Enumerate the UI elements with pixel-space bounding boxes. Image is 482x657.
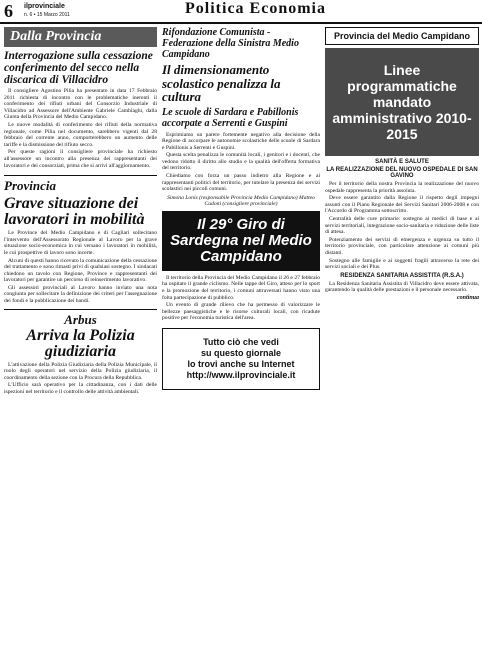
- paragraph: Per il territorio della nostra Provincia la realizzazione del nuovo ospedale rappresenta la priorità assoluta.: [325, 181, 479, 194]
- article-body: [325, 281, 479, 294]
- paragraph: Le Province del Medio Campidano e di Cagliari sollecitano l'intervento dell'Assessorato Regionale al Lavoro per la grave situazione socio-economica in cui versano i lavoratori in mobilità, le cui prospettive di lavoro sono incerte.: [4, 230, 157, 256]
- subheading: RESIDENZA SANITARIA ASSISTITA (R.S.A.): [340, 272, 464, 279]
- paragraph: Gli assessori provinciali al Lavoro hanno inviato una nota congiunta per sollecitare la definizione dei criteri per l'assegnazione dei fondi e la pubblicazione dei bandi.: [4, 284, 157, 305]
- box-title: Dalla Provincia: [4, 27, 157, 47]
- signature: Simona Lonis (responsabile Provincia Medio Campidano) Matteo Cadoni (consigliere provinciale): [167, 194, 315, 207]
- paragraph: Alcuni di questi hanno ricevuto la comunicazione della cessazione del trattamento e sono rimasti privi di qualsiasi sostegno. I sindacati chiedono un tavolo con Regione, Province e rappresentanti dei lavoratori per garantire un percorso di reinserimento lavorativo.: [4, 257, 157, 284]
- kicker: Arbus: [64, 311, 97, 327]
- page-header: [0, 0, 482, 22]
- paragraph: L'attivazione della Polizia Giudiziaria della Polizia Municipale, il ruolo degli operatori nel servizio della Polizia giudiziaria, il coordinamento della sezione con la Procura della Repubblica.: [4, 361, 157, 381]
- kicker: Provincia: [4, 175, 157, 194]
- publication-logo: ilprovinciale: [24, 3, 65, 10]
- article-body: [4, 88, 157, 169]
- paragraph: Questa scelta penalizza le comunità locali, i genitori e i docenti, che vedono ridotto il diritto allo studio e la qualità dell'offerta formativa del territorio.: [162, 152, 320, 172]
- article-body: [325, 181, 479, 271]
- paragraph: Le nuove modalità di conferimento dei rifiuti della normativa regionale, come Pilia nel documento, sarebbero vigenti dal 28 febbraio del corrente anno, comporterebbero un aumento delle tariffe e la dismissione del rifiuto secco.: [4, 121, 157, 148]
- continua-label: continua: [456, 294, 479, 301]
- subheading: LA REALIZZAZIONE DEL NUOVO OSPEDALE DI SAN GAVINO: [326, 167, 478, 179]
- box-title: Linee programmatiche mandato amministrativo 2010-2015: [325, 48, 479, 156]
- page-number: 6: [4, 1, 13, 21]
- article-headline: Arriva la Polizia giudiziaria: [26, 326, 135, 360]
- article-headline: Interrogazione sulla cessazione conferimento del secco nella discarica di Villacidro: [4, 50, 153, 86]
- article-body: [4, 362, 157, 396]
- paragraph: Potenziamento dei servizi di emergenza e urgenza su tutto il territorio provinciale, con particolare attenzione ai comuni più distanti.: [325, 236, 479, 256]
- divider: [4, 309, 157, 310]
- column-right: [325, 27, 479, 655]
- paragraph: Il consigliere Agostino Pilia ha presentato in data 17 Febbraio 2011 richiesta di incontro con le problematiche inerenti il conferimento dei rifiuti urbani del Consorzio Industriale di Villacidro ad Assessore dell'Ambiente Gabriele Cambiaghi, dalla Giunta della Provincia del Medio Campidano.: [4, 88, 157, 121]
- paragraph: Esprimiamo un parere fortemente negativo alla decisione della Regione di accorpare le autonomie scolastiche delle scuole di Sardara e Pabillonis a Serrenti e Guspini.: [162, 131, 320, 151]
- article-subhead: Le scuole di Sardara e Pabillonis accorpate a Serrenti e Guspini: [162, 106, 299, 129]
- section-title: Politica Economia: [185, 0, 326, 17]
- giro-title: Il 29° Giro di Sardegna nel Medio Campidano: [162, 211, 320, 271]
- column-left: [4, 27, 157, 655]
- column-head: Provincia del Medio Campidano: [325, 27, 479, 45]
- paragraph: Deve essere garantito dalla Regione il rispetto degli impegni assunti con il Piano Regionale dei Servizi Sanitari 2006-2008 e con l'Accordo di Programma sottoscritto.: [325, 195, 479, 215]
- article-headline: Il dimensionamento scolastico penalizza la cultura: [162, 62, 281, 104]
- paragraph: Sostegno alle famiglie e ai soggetti fragili attraverso la rete dei servizi sociali e dei Plus.: [325, 257, 479, 271]
- paragraph: Per queste ragioni il consigliere provinciale ha richiesto all'assessore un incontro alla presenza dei rappresentanti dei lavoratori e dei consorziati, prima che si arrivi all'aggiornamento.: [4, 149, 157, 169]
- promo-url[interactable]: http://www.ilprovinciale.it: [186, 370, 296, 380]
- promo-line: Tutto ciò che vedi: [203, 337, 279, 347]
- article-body: [4, 230, 157, 305]
- paragraph: Un evento di grande rilievo che ha permesso di valorizzare le bellezze paesaggistiche e le risorse culturali locali, con ricadute positive per l'economia turistica dell'area.: [162, 302, 320, 322]
- paragraph: L'Ufficio sarà operativo per la cittadinanza, con i dati delle ispezioni nel territorio e il controllo delle attività ambientali.: [4, 382, 157, 396]
- article-body: [162, 275, 320, 322]
- article-headline: Grave situazione dei lavoratori in mobilità: [4, 195, 145, 229]
- article-body: [162, 132, 320, 193]
- paragraph: Il territorio della Provincia del Medio Campidano il 26 e 27 febbraio ha ospitato il grande ciclismo. Nelle tappe del Giro, atteso per lo sport e la promozione del territorio, i comuni attraversati hanno visto una folta partecipazione di pubblico.: [162, 274, 320, 301]
- issue-info: n. 6 • 15 Marzo 2011: [24, 12, 70, 18]
- header-rule: [0, 22, 482, 24]
- paragraph: Centralità delle cure primarie: sostegno ai medici di base e ai servizi territoriali, integrazione socio-sanitaria e riduzione delle liste di attesa.: [325, 215, 479, 236]
- web-promo: [162, 328, 320, 390]
- promo-line: lo trovi anche su Internet: [187, 359, 295, 369]
- article-kicker: Rifondazione Comunista - Federazione della Sinistra Medio Campidano: [162, 27, 299, 60]
- subheading: SANITÀ E SALUTE: [375, 159, 429, 165]
- promo-line: su questo giornale: [200, 348, 281, 358]
- paragraph: La Residenza Sanitaria Assistita di Villacidro deve essere attivata, garantendo la qualità delle prestazioni e il personale necessario.: [325, 280, 479, 294]
- paragraph: Chiediamo con forza un passo indietro alla Regione e ai rappresentanti politici del territorio, per tutelare la presenza dei servizi scolastici nei piccoli comuni.: [162, 173, 320, 193]
- column-center: [162, 27, 320, 655]
